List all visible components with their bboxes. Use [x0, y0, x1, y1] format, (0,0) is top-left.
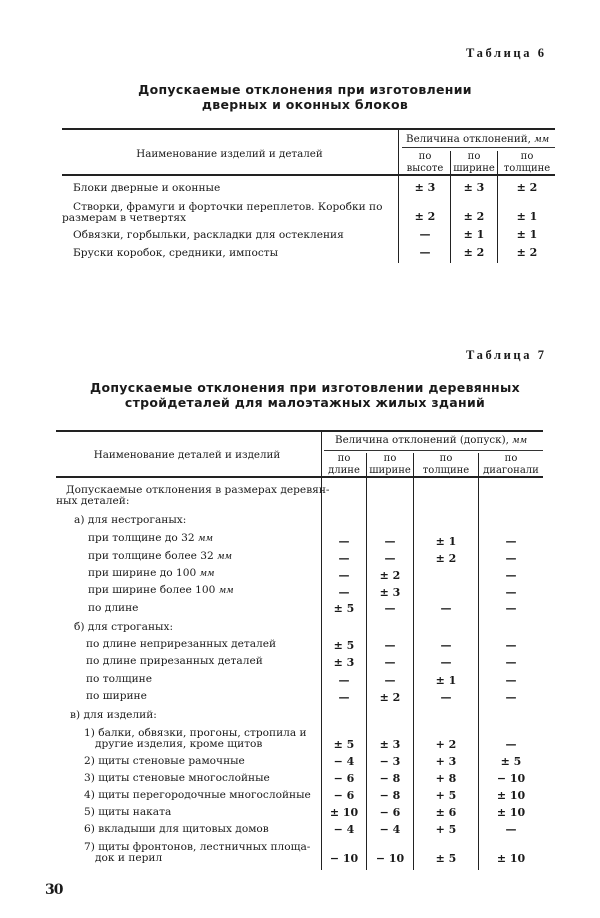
table6-col-height: по высоте — [406, 151, 444, 174]
table6-title-line2: дверных и оконных блоков — [201, 97, 409, 112]
table7-a-row2-v1: — — [338, 552, 350, 565]
table7-title — [60, 380, 550, 410]
table7-c-row5-v4: ± 10 — [496, 806, 526, 819]
table7-c-row1-v3: + 2 — [435, 738, 457, 751]
table7-title-line1: Допускаемые отклонения при изготовлении деревянных — [90, 380, 520, 395]
table7-c-row3-name: 3) щиты стеновые многослойные — [84, 772, 270, 784]
table6-group-header — [406, 133, 549, 145]
table7-b-row2-v2: — — [384, 656, 396, 669]
table7-c-row2-v1: − 4 — [333, 755, 355, 768]
table6-row4-v2: ± 2 — [463, 246, 485, 259]
table7-c-row2-name: 2) щиты стеновые рамочные — [84, 755, 245, 767]
table7-c-row7-name-l2: док и перил — [95, 852, 163, 864]
table7-section-c: в) для изделий: — [70, 709, 157, 721]
table6-row1-v1: ± 3 — [414, 181, 436, 194]
table7-title-line2: стройдеталей для малоэтажных жилых зданий — [124, 395, 486, 410]
table7-c-row7-v3: ± 5 — [435, 852, 457, 865]
table7-group-unit: мм — [512, 436, 528, 446]
table7-c-row7-v4: ± 10 — [496, 852, 526, 865]
table7-c-row2-v4: ± 5 — [500, 755, 522, 768]
table6-title-line1: Допускаемые отклонения при изготовлении — [138, 82, 472, 97]
table6-name-header: Наименование изделий и деталей — [136, 148, 323, 160]
table7-c-row6-v4: — — [505, 823, 517, 836]
table7-col-diagonal: по диагонали — [483, 453, 539, 476]
table7-b-row4-name: по ширине — [86, 690, 147, 702]
table7-a-row5-v4: — — [505, 602, 517, 615]
table7-intro-l2: ных деталей: — [56, 495, 130, 507]
table7-c-row7-name-l1: 7) щиты фронтонов, лестничных площа- — [84, 841, 311, 853]
table6-row3-v3: ± 1 — [516, 228, 538, 241]
table7-col-length: по длине — [328, 453, 360, 476]
table7-c-row2-v2: − 3 — [379, 755, 401, 768]
table7-intro-l1: Допускаемые отклонения в размерах деревян- — [66, 484, 330, 496]
table7-a-row4-v2: ± 3 — [379, 586, 401, 599]
table7-b-row4-v1: — — [338, 691, 350, 704]
table6-row1-name: Блоки дверные и оконные — [73, 182, 221, 194]
table7-c-row2-v3: + 3 — [435, 755, 457, 768]
table7-c-row4-v1: − 6 — [333, 789, 355, 802]
table7-section-a: а) для нестроганых: — [74, 514, 187, 526]
table7-a-row2-v3: ± 2 — [435, 552, 457, 565]
table7-a-row3-v1: — — [338, 569, 350, 582]
table6-col-thickness: по толщине — [503, 151, 551, 174]
table7-c-row6-v1: − 4 — [333, 823, 355, 836]
table7-a-row4-v4: — — [505, 586, 517, 599]
table7-b-row2-v4: — — [505, 656, 517, 669]
table7-b-row3-name: по толщине — [86, 673, 153, 685]
table6-row3-v2: ± 1 — [463, 228, 485, 241]
table7-group-header — [335, 434, 527, 446]
table7-b-row2-v1: ± 3 — [333, 656, 355, 669]
table7-name-header: Наименование деталей и изделий — [93, 449, 281, 461]
table7-b-row1-name: по длине неприрезанных деталей — [86, 638, 277, 650]
table6-title — [60, 82, 550, 112]
table7-a-row3-v4: — — [505, 569, 517, 582]
table7-a-row2-v4: — — [505, 552, 517, 565]
table7-section-b: б) для строганых: — [74, 621, 174, 633]
table6-row3-name: Обвязки, горбыльки, раскладки для остекления — [73, 229, 344, 241]
table7-c-row5-name: 5) щиты наката — [84, 806, 172, 818]
table6-top-rule — [62, 128, 555, 130]
table7-c-row6-name: 6) вкладыши для щитовых домов — [84, 823, 269, 835]
table7-b-row3-v1: — — [338, 674, 350, 687]
table7-a-row5-name: по длине — [88, 602, 139, 614]
table7-a-row1-v1: — — [338, 535, 350, 548]
table7-c-row3-v3: + 8 — [435, 772, 457, 785]
table7-top-rule — [56, 430, 543, 432]
table7-b-row2-name: по длине прирезанных деталей — [86, 655, 263, 667]
table7-a-row5-v2: — — [384, 602, 396, 615]
table6-row4-v3: ± 2 — [516, 246, 538, 259]
table7-c-row1-v2: ± 3 — [379, 738, 401, 751]
table7-a-row1-name: при толщине до 32 мм — [88, 532, 213, 544]
table7-b-row4-v2: ± 2 — [379, 691, 401, 704]
table7-a-row5-v3: — — [440, 602, 452, 615]
table6-col-width: по ширине — [453, 151, 495, 174]
table7-c-row4-v3: + 5 — [435, 789, 457, 802]
table7-group-rule — [324, 450, 543, 451]
table7-c-row4-v4: ± 10 — [496, 789, 526, 802]
table7-c-row4-name: 4) щиты перегородочные многослойные — [84, 789, 311, 801]
table7-b-row1-v3: — — [440, 639, 452, 652]
table7-c-row6-v2: − 4 — [379, 823, 401, 836]
table7-c-row1-v4: — — [505, 738, 517, 751]
table6-group-rule — [402, 147, 555, 148]
table6-row2-v2: ± 2 — [463, 210, 485, 223]
table6-row2-v3: ± 1 — [516, 210, 538, 223]
table7-b-row1-v4: — — [505, 639, 517, 652]
table7-c-row7-v1: − 10 — [329, 852, 359, 865]
table7-c-row4-v2: − 8 — [379, 789, 401, 802]
table7-a-row1-v2: — — [384, 535, 396, 548]
table7-b-row3-v3: ± 1 — [435, 674, 457, 687]
table7-c-row5-v1: ± 10 — [329, 806, 359, 819]
table7-c-row6-v3: + 5 — [435, 823, 457, 836]
table7-b-row3-v4: — — [505, 674, 517, 687]
table7-b-row1-v1: ± 5 — [333, 639, 355, 652]
page-number: 30 — [45, 882, 63, 898]
table7-c-row3-v1: − 6 — [333, 772, 355, 785]
table7-a-row5-v1: ± 5 — [333, 602, 355, 615]
table7-c-row3-v4: − 10 — [496, 772, 526, 785]
table7-b-row4-v3: — — [440, 691, 452, 704]
table7-a-row1-v3: ± 1 — [435, 535, 457, 548]
table6-row2-name-l2: размерам в четвертях — [62, 212, 187, 224]
table7-c-row1-name-l2: другие изделия, кроме щитов — [95, 738, 263, 750]
table6-group-label: Величина отклонений, — [406, 133, 531, 145]
table6-row2-name-l1: Створки, фрамуги и форточки переплетов. Коробки по — [73, 201, 383, 213]
table6-vrule-1 — [398, 130, 399, 263]
table6-label: Таблица 6 — [466, 46, 547, 60]
table6-row3-v1: — — [419, 228, 431, 241]
table7-a-row1-v4: — — [505, 535, 517, 548]
table7-c-row7-v2: − 10 — [375, 852, 405, 865]
table7-b-row4-v4: — — [505, 691, 517, 704]
table7-c-row5-v3: ± 6 — [435, 806, 457, 819]
table7-b-row2-v3: — — [440, 656, 452, 669]
table7-b-row1-v2: — — [384, 639, 396, 652]
table7-a-row3-name: при ширине до 100 мм — [88, 567, 215, 579]
table7-col-thickness: по толщине — [422, 453, 470, 476]
table7-col-width: по ширине — [369, 453, 411, 476]
table7-a-row4-name: при ширине более 100 мм — [88, 584, 234, 596]
table7-label: Таблица 7 — [466, 348, 547, 362]
table6-row4-v1: — — [419, 246, 431, 259]
table7-c-row1-name-l1: 1) балки, обвязки, прогоны, стропила и — [84, 727, 307, 739]
table7-a-row2-name: при толщине более 32 мм — [88, 550, 233, 562]
table7-c-row5-v2: − 6 — [379, 806, 401, 819]
table7-b-row3-v2: — — [384, 674, 396, 687]
table6-row2-v1: ± 2 — [414, 210, 436, 223]
table7-c-row3-v2: − 8 — [379, 772, 401, 785]
table7-a-row2-v2: — — [384, 552, 396, 565]
table6-row1-v3: ± 2 — [516, 181, 538, 194]
table6-row4-name: Бруски коробок, средники, импосты — [73, 247, 279, 259]
table7-c-row1-v1: ± 5 — [333, 738, 355, 751]
table7-a-row3-v2: ± 2 — [379, 569, 401, 582]
table6-row1-v2: ± 3 — [463, 181, 485, 194]
table7-a-row4-v1: — — [338, 586, 350, 599]
table6-group-unit: мм — [534, 135, 550, 145]
table7-group-label: Величина отклонений (допуск), — [335, 434, 509, 446]
